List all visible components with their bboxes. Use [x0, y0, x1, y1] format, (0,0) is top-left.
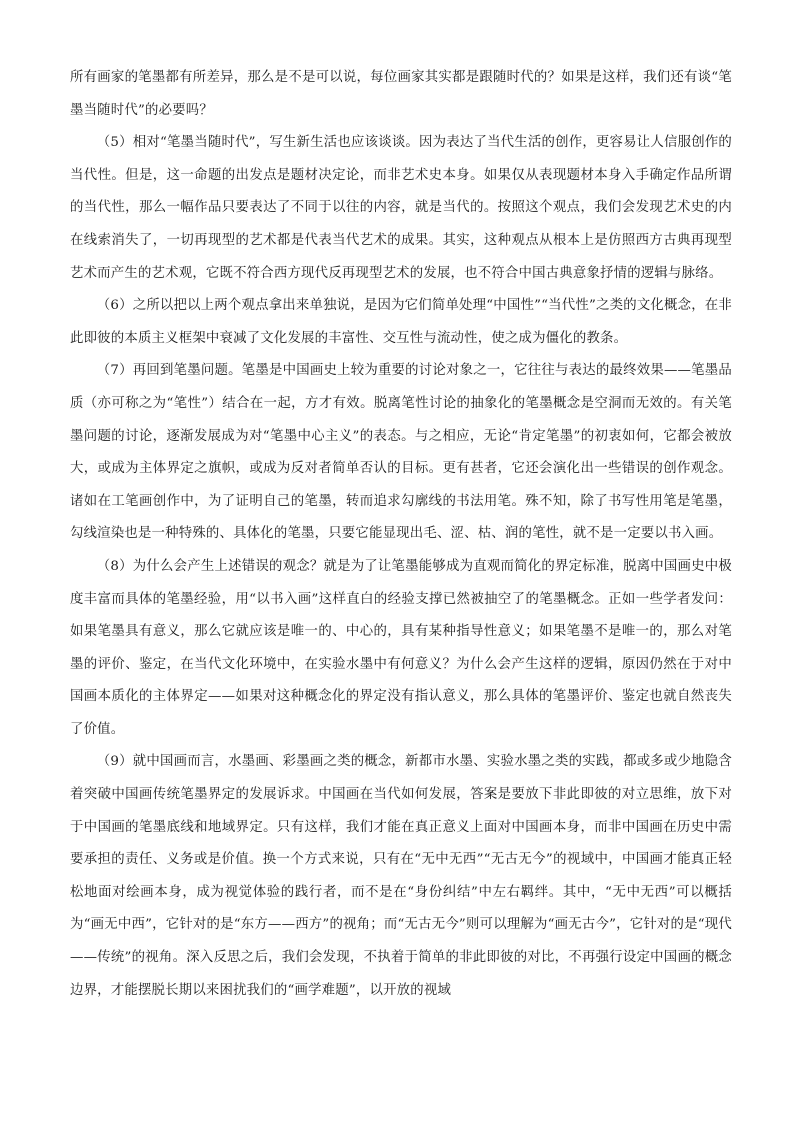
paragraph-continued: 所有画家的笔墨都有所差异，那么是不是可以说，每位画家其实都是跟随时代的？如果是这样，我们还有谈“笔墨当随时代”的必要吗？ — [70, 70, 732, 118]
paragraph-8: （8）为什么会产生上述错误的观念？就是为了让笔墨能够成为直观而简化的界定标准，脱离中国画史中极度丰富而具体的笔墨经验，用“以书入画”这样直白的经验支撑已然被抽空了的笔墨概念。正如一些学者发问：如果笔墨具有意义，那么它就应该是唯一的、中心的，具有某种指导性意义；如果笔墨不是唯一的，那么对笔墨的评价、鉴定，在当代文化环境中，在实验水墨中有何意义？为什么会产生这样的逻辑，原因仍然在于对中国画本质化的主体界定——如果对这种概念化的界定没有指认意义，那么具体的笔墨评价、鉴定也就自然丧失了价值。 — [70, 558, 732, 737]
paragraph-9: （9）就中国画而言，水墨画、彩墨画之类的概念，新都市水墨、实验水墨之类的实践，都或多或少地隐含着突破中国画传统笔墨界定的发展诉求。中国画在当代如何发展，答案是要放下非此即彼的对立思维，放下对于中国画的笔墨底线和地域界定。只有这样，我们才能在真正意义上面对中国画本身，而非中国画在历史中需要承担的责任、义务或是价值。换一个方式来说，只有在“无中无西”“无古无今”的视域中，中国画才能真正轻松地面对绘画本身，成为视觉体验的践行者，而不是在“身份纠结”中左右羁绊。其中，“无中无西”可以概括为“画无中西”，它针对的是“东方——西方”的视角；而“无古无今”则可以理解为“画无古今”，它针对的是“现代——传统”的视角。深入反思之后，我们会发现，不执着于简单的非此即彼的对比，不再强行设定中国画的概念边界，才能摆脱长期以来困扰我们的“画学难题”，以开放的视域 — [70, 754, 732, 998]
paragraph-5: （5）相对“笔墨当随时代”，写生新生活也应该谈谈。因为表达了当代生活的创作，更容易让人信服创作的当代性。但是，这一命题的出发点是题材决定论，而非艺术史本身。如果仅从表现题材本身入手确定作品所谓的当代性，那么一幅作品只要表达了不同于以往的内容，就是当代的。按照这个观点，我们会发现艺术史的内在线索消失了，一切再现型的艺术都是代表当代艺术的成果。其实，这种观点从根本上是仿照西方古典再现型艺术而产生的艺术观，它既不符合西方现代反再现型艺术的发展，也不符合中国古典意象抒情的逻辑与脉络。 — [70, 135, 732, 281]
paragraph-6: （6）之所以把以上两个观点拿出来单独说，是因为它们简单处理“中国性”“当代性”之类的文化概念，在非此即彼的本质主义框架中衰减了文化发展的丰富性、交互性与流动性，使之成为僵化的教条。 — [70, 298, 732, 346]
paragraph-7: （7）再回到笔墨问题。笔墨是中国画史上较为重要的讨论对象之一，它往往与表达的最终效果——笔墨品质（亦可称之为“笔性”）结合在一起，方才有效。脱离笔性讨论的抽象化的笔墨概念是空洞而无效的。有关笔墨问题的讨论，逐渐发展成为对“笔墨中心主义”的表态。与之相应，无论“肯定笔墨”的初衷如何，它都会被放大，或成为主体界定之旗帜，或成为反对者简单否认的目标。更有甚者，它还会演化出一些错误的创作观念。诸如在工笔画创作中，为了证明自己的笔墨，转而追求勾廓线的书法用笔。殊不知，除了书写性用笔是笔墨，勾线渲染也是一种特殊的、具体化的笔墨，只要它能显现出毛、涩、枯、润的笔性，就不是一定要以书入画。 — [70, 363, 732, 542]
document-page — [70, 62, 732, 1007]
